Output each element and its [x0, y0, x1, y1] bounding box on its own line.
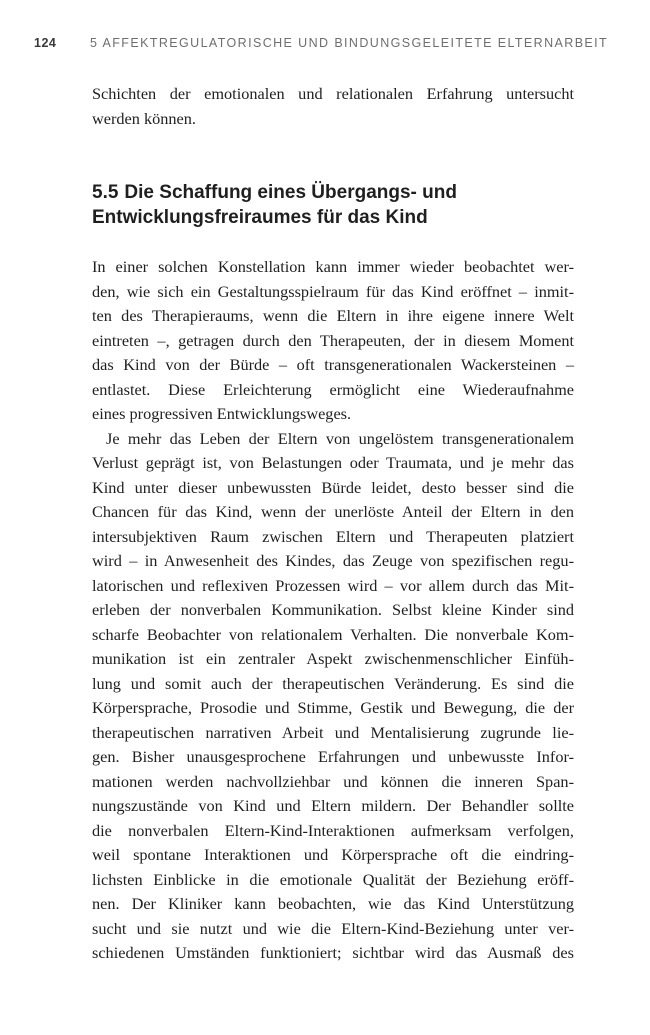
text-line: werden können.	[92, 108, 196, 128]
text-line: ten des Therapieraums, wenn die Eltern in ihre eigene innere Welt	[92, 306, 574, 325]
text-line: sucht und sie nutzt und wie die Eltern-Kind-Beziehung unter ver-	[92, 918, 574, 938]
text-line: weil spontane Interaktionen und Körpersprache oft die eindring-	[92, 845, 574, 864]
section-heading-line	[92, 180, 574, 205]
section-heading	[92, 180, 574, 230]
running-head	[34, 36, 609, 54]
text-line: Schichten der emotionalen und relationalen Erfahrung untersucht	[92, 84, 574, 103]
text-line: das Kind von der Bürde – oft transgenerationalen Wackersteinen –	[92, 355, 574, 374]
text-line: erleben der nonverbalen Kommunikation. Selbst kleine Kinder sind	[92, 600, 574, 619]
text-line: wird – in Anwesenheit des Kindes, das Zeuge von spezifischen regu-	[92, 551, 574, 570]
section-title-line: Die Schaffung eines Übergangs- und	[124, 182, 457, 203]
section-number: 5.5	[92, 182, 119, 203]
text-line: den, wie sich ein Gestaltungsspielraum für das Kind eröffnet – inmit-	[92, 281, 574, 301]
text-line: therapeutischen narrativen Arbeit und Mentalisierung zugrunde lie-	[92, 722, 574, 742]
text-line: scharfe Beobachter von relationalem Verhalten. Die nonverbale Kom-	[92, 624, 574, 644]
text-line: Je mehr das Leben der Eltern von ungelöstem transgenerationalem	[106, 428, 574, 448]
page-number: 124	[34, 36, 57, 50]
text-line: latorischen und reflexiven Prozessen wird – vor allem durch das Mit-	[92, 575, 574, 595]
text-line: munikation ist ein zentraler Aspekt zwischenmenschlicher Einfüh-	[92, 649, 574, 668]
text-line: Chancen für das Kind, wenn der unerlöste Anteil der Eltern in den	[92, 502, 574, 521]
text-line: eines progressiven Entwicklungsweges.	[92, 404, 352, 423]
carryover-paragraph	[92, 82, 574, 131]
text-line: nungszustände von Kind und Eltern mildern. Der Behandler sollte	[92, 796, 574, 815]
running-head-chapter-title: 5 AFFEKTREGULATORISCHE UND BINDUNGSGELEITETE ELTERNARBEIT	[90, 36, 609, 50]
text-line: mationen werden nachvollziehbar und können die inneren Span-	[92, 771, 574, 791]
section-title-line: Entwicklungsfreiraumes für das Kind	[92, 207, 428, 228]
text-line: die nonverbalen Eltern-Kind-Interaktionen aufmerksam verfolgen,	[92, 820, 574, 840]
text-line: intersubjektiven Raum zwischen Eltern und Therapeuten platziert	[92, 526, 574, 546]
text-line: nen. Der Kliniker kann beobachten, wie das Kind Unterstützung	[92, 894, 574, 913]
text-line: Verlust geprägt ist, von Belastungen oder Traumata, und je mehr das	[92, 453, 574, 472]
text-line: In einer solchen Konstellation kann immer wieder beobachtet wer-	[92, 257, 574, 276]
text-line: schiedenen Umständen funktioniert; sichtbar wird das Ausmaß des	[92, 943, 574, 962]
text-line: entlastet. Diese Erleichterung ermöglicht eine Wiederaufnahme	[92, 379, 574, 399]
text-line: gen. Bisher unausgesprochene Erfahrungen und unbewusste Infor-	[92, 747, 574, 766]
body-text	[92, 255, 574, 966]
text-line: lichsten Einblicke in die emotionale Qualität der Beziehung eröff-	[92, 869, 574, 889]
text-line: eintreten –, getragen durch den Therapeuten, der in diesem Moment	[92, 330, 574, 350]
text-line: lung und somit auch der therapeutischen Veränderung. Es sind die	[92, 673, 574, 693]
text-line: Kind unter dieser unbewussten Bürde leidet, desto besser sind die	[92, 477, 574, 497]
text-line: Körpersprache, Prosodie und Stimme, Gestik und Bewegung, die der	[92, 698, 574, 717]
